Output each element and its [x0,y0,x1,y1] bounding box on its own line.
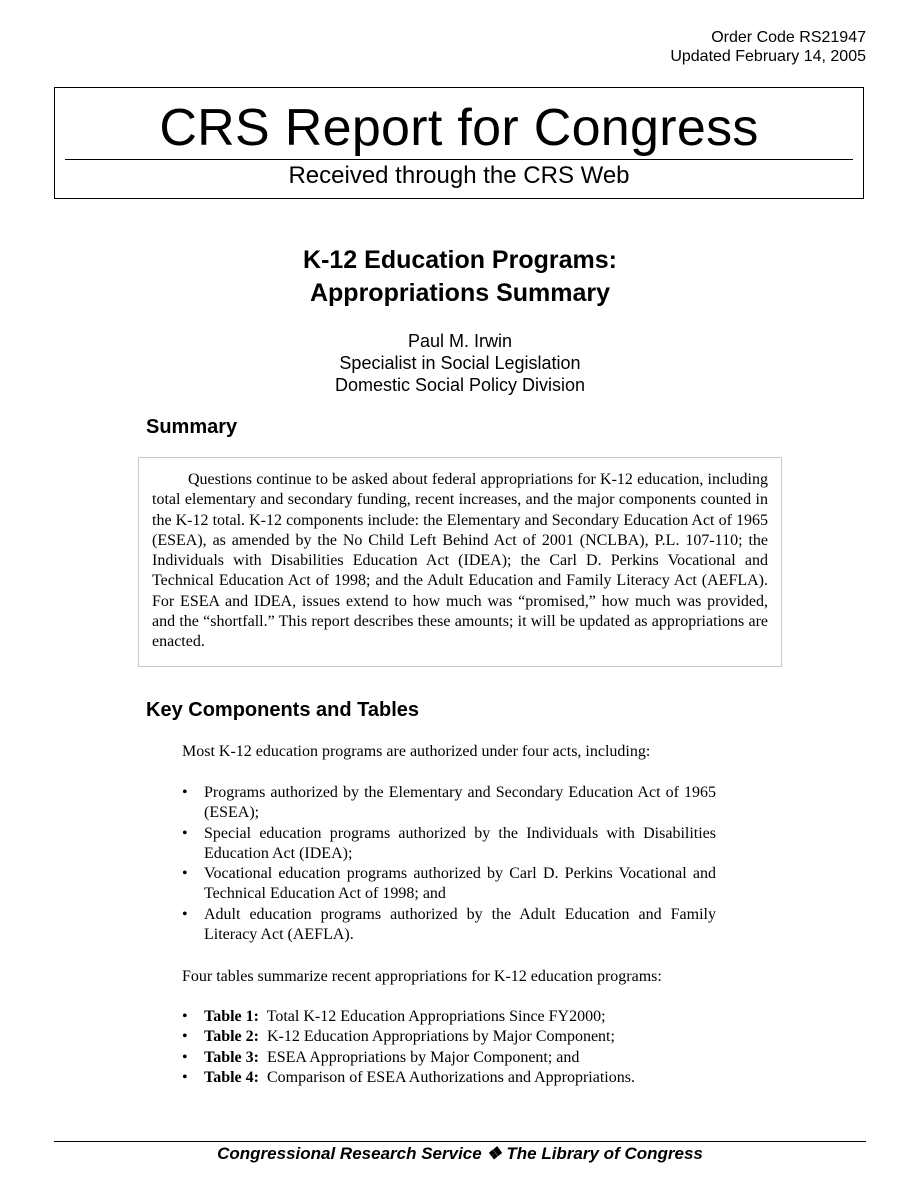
table-description: K-12 Education Appropriations by Major Component; [266,1028,615,1046]
list-item-text: Adult education programs authorized by the Adult Education and Family Literacy Act (AEFLA). [204,905,716,944]
bullet-icon: • [182,784,188,801]
list-item [182,905,716,946]
tables-list [182,1007,742,1088]
acts-intro: Most K-12 education programs are authorized under four acts, including: [182,743,651,760]
banner-subtitle: Received through the CRS Web [288,162,630,189]
table-label: Table 4: [204,1068,259,1086]
list-item [182,824,716,865]
list-item [182,1068,742,1088]
bullet-icon: • [182,1008,188,1025]
list-item-text: Vocational education programs authorized by Carl D. Perkins Vocational and Technical Education Act of 1998; and [204,865,716,903]
list-item [182,864,716,905]
updated-date: Updated February 14, 2005 [670,48,866,65]
key-components-heading: Key Components and Tables [146,699,420,721]
document-title [0,244,920,310]
order-code: Order Code RS21947 [711,29,866,46]
table-description: Total K-12 Education Appropriations Since FY2000; [266,1008,606,1025]
list-item-text: Programs authorized by the Elementary and Secondary Education Act of 1965 (ESEA); [204,784,716,822]
summary-text: Questions continue to be asked about federal appropriations for K-12 education, including total elementary and secondary funding, recent increases, and the major components counted in the K-12 total. K-12 components include: the Elementary and Secondary Education Act of 1965 (ESEA), as amended by the No Child Left Behind Act of 2001 (NCLBA), P.L. 107-110; the Individuals with Disabilities Education Act (IDEA); the Carl D. Perkins Vocational and Technical Education Act of 1998; and the Adult Education and Family Literacy Act (AEFLA). For ESEA and IDEA, issues extend to how much was “promised,” how much was provided, and the “shortfall.” This report describes these amounts; it will be updated as appropriations are enacted. [152,471,768,651]
acts-list [182,783,716,945]
list-item [182,783,716,824]
table-description: Comparison of ESEA Authorizations and Appropriations. [266,1068,635,1086]
title-line-1: K-12 Education Programs: [303,246,617,274]
author-block [0,330,920,396]
report-banner [54,87,864,199]
table-label: Table 3: [204,1048,259,1066]
title-line-2: Appropriations Summary [309,279,611,307]
list-item [182,1048,742,1068]
order-code-block [670,28,866,66]
tables-intro: Four tables summarize recent appropriations for K-12 education programs: [182,968,662,985]
bullet-icon: • [182,1048,188,1066]
footer-divider [54,1141,866,1142]
table-label: Table 2: [204,1028,259,1046]
table-label: Table 1: [204,1008,259,1025]
list-item [182,1027,742,1047]
bullet-icon: • [182,1068,188,1086]
bullet-icon: • [182,865,188,883]
summary-heading: Summary [146,416,238,438]
list-item-text: Special education programs authorized by the Individuals with Disabilities Education Act (IDEA); [204,824,716,862]
author-name: Paul M. Irwin [407,331,513,351]
author-title: Specialist in Social Legislation [339,353,581,373]
bullet-icon: • [182,1028,188,1046]
list-item [182,1007,742,1027]
banner-title: CRS Report for Congress [159,99,759,157]
summary-box [138,457,782,667]
table-description: ESEA Appropriations by Major Component; and [266,1048,580,1066]
bullet-icon: • [182,824,188,842]
author-division: Domestic Social Policy Division [334,375,586,395]
banner-divider [65,159,853,160]
footer-text: Congressional Research Service ❖ The Library of Congress [217,1144,703,1163]
bullet-icon: • [182,905,188,923]
